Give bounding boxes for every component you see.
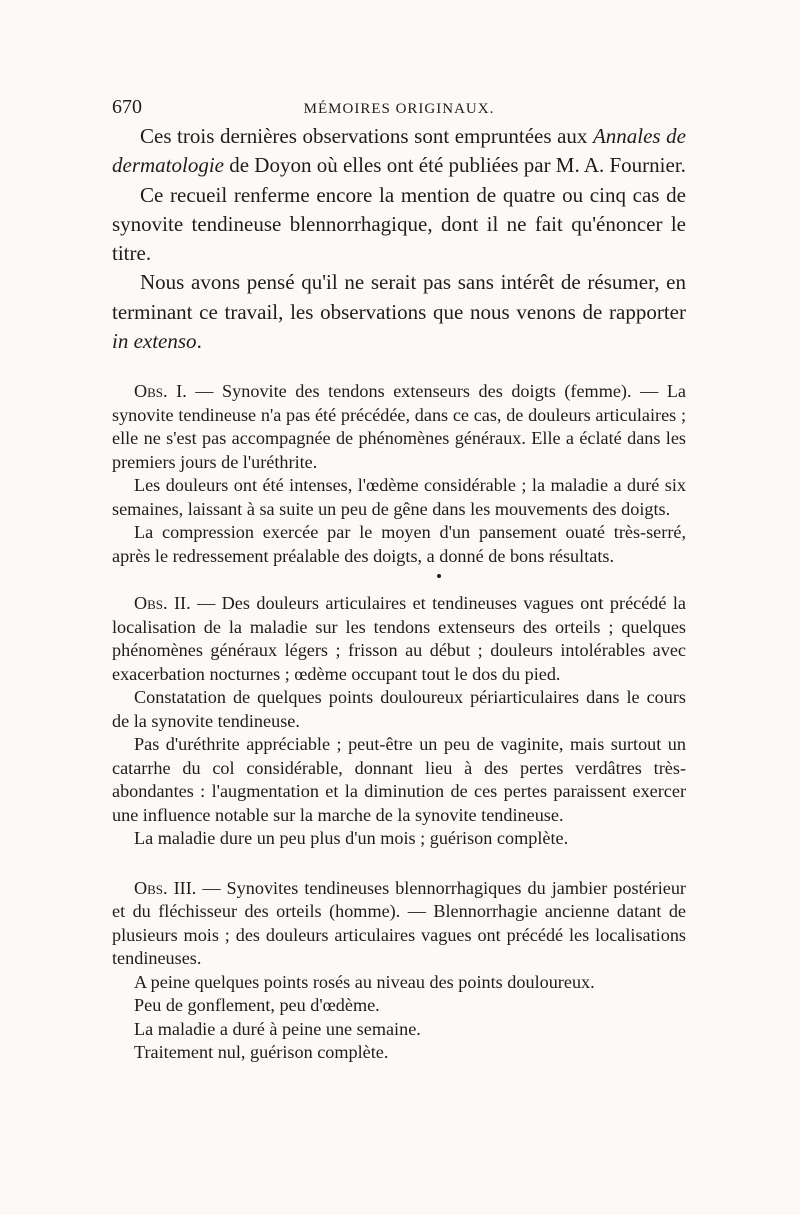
- intro-paragraph-2: Ce recueil renferme encore la mention de quatre ou cinq cas de synovite tendineuse blennorrhagique, dont il ne fait qu'énoncer le titre.: [112, 182, 686, 266]
- obs-3-paragraph-2: A peine quelques points rosés au niveau des points douloureux.: [134, 971, 595, 992]
- obs-3-paragraph-3: Peu de gonflement, peu d'œdème.: [134, 995, 380, 1016]
- observation-3: [112, 877, 686, 1065]
- obs-1-paragraph-2: Les douleurs ont été intenses, l'œdème considérable ; la maladie a duré six semaines, laissant à sa suite un peu de gêne dans les mouvements des doigts.: [112, 475, 686, 519]
- obs-1-paragraph-3: La compression exercée par le moyen d'un pansement ouaté très-serré, après le redressement préalable des doigts, a donné de bons résultats.: [112, 522, 686, 566]
- obs-label: Obs. I.: [134, 381, 187, 402]
- intro-section: [112, 122, 686, 356]
- obs-2-paragraph-1: Obs. II. — Des douleurs articulaires et tendineuses vagues ont précédé la localisation de la maladie sur les tendons extenseurs des orteils ; quelques phénomènes généraux légers ; frisson au début ; douleurs intolérables avec exacerbation nocturnes ; œdème occupant tout le dos du pied.: [112, 593, 686, 684]
- obs-label: Obs. II.: [134, 593, 191, 614]
- observation-1: [112, 380, 686, 578]
- obs-3-paragraph-1: Obs. III. — Synovites tendineuses blennorrhagiques du jambier postérieur et du fléchisseur des orteils (homme). — Blennorrhagie ancienne datant de plusieurs mois ; des douleurs articulaires vagues ont précédé les localisations tendineuses.: [112, 877, 686, 969]
- page-number: 670: [112, 96, 142, 118]
- intro-paragraph-3: Nous avons pensé qu'il ne serait pas sans intérêt de résumer, en terminant ce travail, les observations que nous venons de rapporter in extenso.: [112, 270, 686, 354]
- obs-3-paragraph-5: Traitement nul, guérison complète.: [134, 1042, 389, 1063]
- obs-2-paragraph-2: Constatation de quelques points douloureux périarticulaires dans le cours de la synovite tendineuse.: [112, 687, 686, 731]
- obs-2-paragraph-4: La maladie dure un peu plus d'un mois ; guérison complète.: [134, 828, 569, 849]
- page-header: [112, 96, 686, 119]
- obs-2-paragraph-3: Pas d'uréthrite appréciable ; peut-être un peu de vaginite, mais surtout un catarrhe du col considérable, donnant lieu à des pertes verdâtres très-abondantes : l'augmentation et la diminution de ces pertes paraissent exercer une influence notable sur la marche de la synovite tendineuse.: [112, 734, 686, 825]
- intro-paragraph-1: Ces trois dernières observations sont empruntées aux Annales de dermatologie de Doyon où elles ont été publiées par M. A. Fournier.: [112, 124, 686, 178]
- print-speck: [437, 574, 441, 578]
- document-page: [112, 96, 686, 1065]
- obs-3-paragraph-4: La maladie a duré à peine une semaine.: [134, 1018, 421, 1039]
- running-title: MÉMOIRES ORIGINAUX.: [303, 101, 495, 117]
- obs-label: Obs. III.: [134, 877, 197, 898]
- observation-2: [112, 592, 686, 851]
- obs-1-paragraph-1: Obs. I. — Synovite des tendons extenseurs des doigts (femme). — La synovite tendineuse n'a pas été précédée, dans ce cas, de douleurs articulaires ; elle ne s'est pas accompagnée de phénomènes généraux. Elle a éclaté dans les premiers jours de l'uréthrite.: [112, 381, 686, 472]
